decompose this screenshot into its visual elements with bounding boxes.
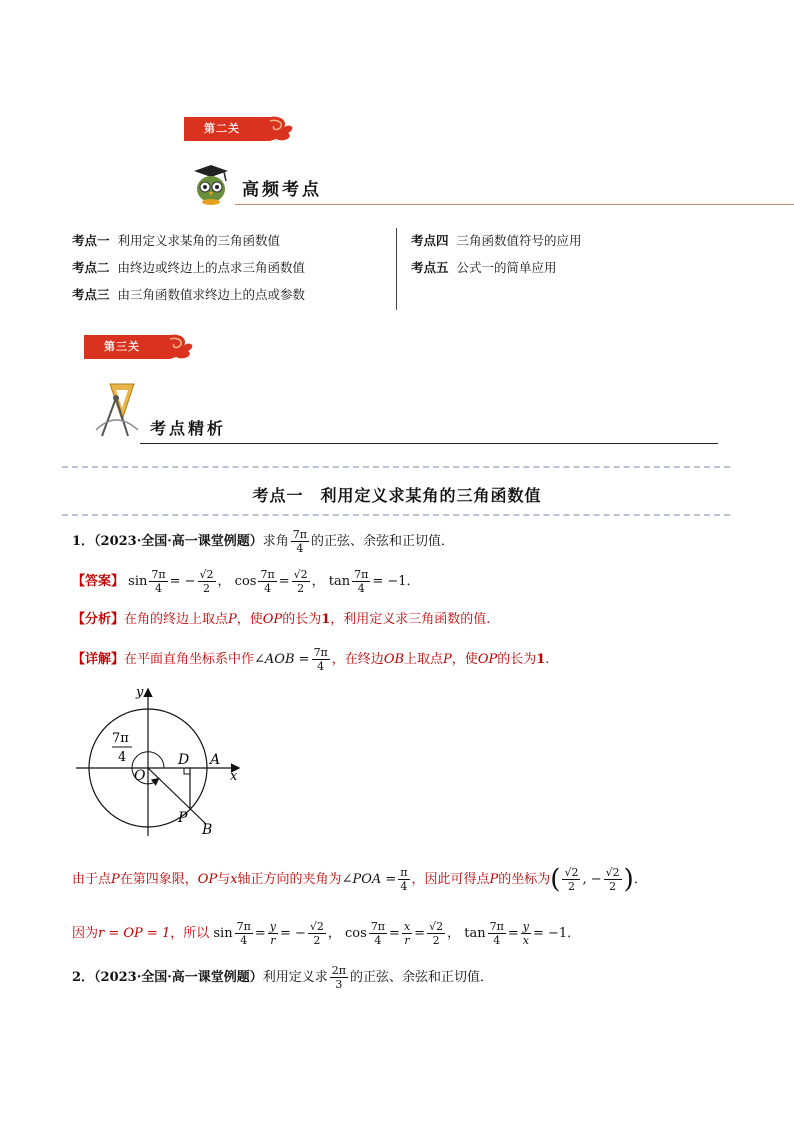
banner-ribbon-icon bbox=[84, 333, 196, 361]
q1-answer: 【答案】 sin $\frac{7\pi}{4}$ = − $\frac{√2}{2}$ ， cos $\frac{7\pi}{4}$ = $\frac{√2}{2}$ ， tan $\frac{7\pi}{4}$ = −1． bbox=[72, 568, 420, 595]
q1-line6: 因为r = OP = 1，所以 sin $\frac{7\pi}{4}$ = $\frac{y}{r}$ = − $\frac{√2}{2}$ ， cos $\frac{7\pi}{4}$ = $\frac{x}{r}$ = $\frac{√2}{2}$ ， tan $\frac{7\pi}{4}$ = $\frac{y}{x}$ = −1． bbox=[72, 920, 581, 947]
unit-circle-figure bbox=[72, 684, 252, 840]
label-y: y bbox=[136, 685, 144, 700]
banner-ribbon-icon bbox=[184, 115, 296, 143]
q2-stem: 2．（2023·全国·高一课堂例题）利用定义求 $\frac{2\pi}{3}$ 的正弦、余弦和正切值． bbox=[72, 964, 494, 991]
label-O: O bbox=[134, 768, 146, 784]
q1-analysis: 【分析】在角的终边上取点P，使OP的长为1，利用定义求三角函数的值. bbox=[72, 612, 491, 627]
topic1-title: 考点一 利用定义求某角的三角函数值 bbox=[252, 486, 542, 505]
key-point-2: 考点二 由终边或终边上的点求三角函数值 bbox=[72, 260, 306, 275]
section2-title: 高频考点 bbox=[242, 180, 322, 200]
dashed-separator-bottom bbox=[62, 514, 730, 516]
section3-title-underline bbox=[140, 443, 718, 444]
label-B: B bbox=[202, 822, 213, 838]
label-P: P bbox=[178, 810, 188, 826]
q1-line5: 由于点P在第四象限，OP与x轴正方向的夹角为∠POA = $\frac{\pi}{4}$ ，因此可得点P的坐标为( $\frac{√2}{2}$ , − $\frac{√2}{2}$ )． bbox=[72, 864, 647, 895]
q1-stem: 1．（2023·全国·高一课堂例题）求角 $\frac{7\pi}{4}$ 的正弦、余弦和正切值． bbox=[72, 528, 455, 555]
section2-banner-text: 第二关 bbox=[204, 122, 240, 135]
section3-title: 考点精析 bbox=[150, 419, 227, 438]
key-point-4: 考点四 三角函数值符号的应用 bbox=[411, 233, 582, 248]
angle-label-den: 4 bbox=[118, 750, 127, 765]
owl-graduate-icon bbox=[190, 163, 232, 207]
section2-title-underline bbox=[235, 204, 794, 205]
label-A: A bbox=[210, 752, 221, 768]
section2-banner bbox=[184, 115, 296, 143]
key-point-5: 考点五 公式一的简单应用 bbox=[411, 260, 557, 275]
section3-banner bbox=[84, 333, 196, 361]
dashed-separator-top bbox=[62, 466, 730, 468]
key-point-3: 考点三 由三角函数值求终边上的点或参数 bbox=[72, 287, 306, 302]
key-point-1: 考点一 利用定义求某角的三角函数值 bbox=[72, 233, 281, 248]
label-x: x bbox=[230, 769, 238, 784]
section3-banner-text: 第三关 bbox=[104, 340, 140, 353]
terminal-side bbox=[148, 768, 206, 824]
label-D: D bbox=[178, 752, 190, 768]
angle-label-num: 7π bbox=[112, 731, 129, 746]
key-points-divider bbox=[396, 228, 397, 310]
q1-detail: 【详解】在平面直角坐标系中作∠AOB = $\frac{7\pi}{4}$ ，在终边OB上取点P，使OP的长为1. bbox=[72, 646, 550, 673]
compass-ruler-icon bbox=[92, 380, 144, 438]
